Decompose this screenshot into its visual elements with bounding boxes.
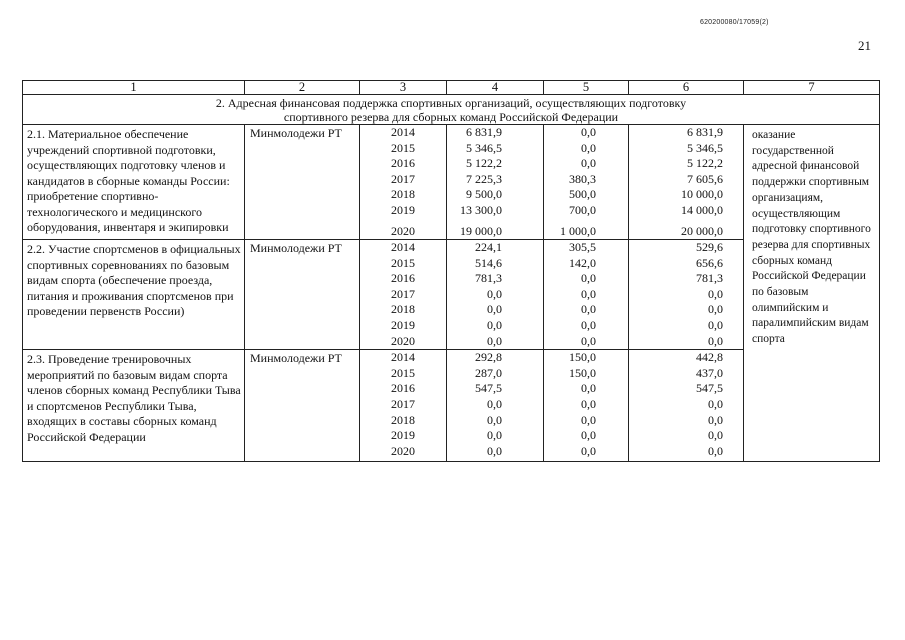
measure-description: 2.3. Проведение тренировочных мероприятий по базовым видам спорта членов сборных команд Республики Тыва и спортсменов Республики Тыва, входящих в составы сборных команд Российской Федерации — [23, 350, 245, 462]
section-title — [23, 95, 880, 125]
financing-table — [22, 80, 880, 462]
section-title-line: 2. Адресная финансовая поддержка спортивных организаций, осуществляющих подготовку — [215, 96, 687, 110]
measure-description: 2.1. Материальное обеспечение учреждений спортивной подготовки, осуществляющих подготовку членов и кандидатов в сборные команды России: приобретение спортивно-технологического и медицинского оборудования, инвентаря и экипировки — [23, 125, 245, 240]
header-cell: 4 — [447, 81, 544, 95]
amount-col4: 292,8 287,0 547,5 0,0 0,0 0,0 0,0 — [447, 350, 544, 462]
amount-col4: 6 831,9 5 346,5 5 122,2 7 225,3 9 500,0 13 300,0 19 000,0 — [447, 125, 544, 240]
executor-cell: Минмолодежи РТ — [245, 125, 360, 240]
header-row — [23, 81, 880, 95]
header-cell: 3 — [360, 81, 447, 95]
header-cell: 1 — [23, 81, 245, 95]
table-row — [23, 125, 880, 240]
page-number: 21 — [858, 38, 871, 53]
years-cell: 2014 2015 2016 2017 2018 2019 2020 — [360, 240, 447, 350]
measure-description: 2.2. Участие спортсменов в официальных спортивных соревнованиях по базовым видам спорта (обеспечение проезда, питания и проживания спортсменов при проведении первенств России) — [23, 240, 245, 350]
result-note: оказание государственной адресной финансовой поддержки спортивным организациям, осуществляющим подготовку спортивного резерва для спортивных сборных команд Российской Федерации по базовым олимпийским и паралимпийским видам спорта — [744, 125, 880, 462]
section-row — [23, 95, 880, 125]
executor-cell: Минмолодежи РТ — [245, 240, 360, 350]
section-title-line: спортивного резерва для сборных команд Российской Федерации — [283, 110, 619, 124]
years-cell: 2014 2015 2016 2017 2018 2019 2020 — [360, 350, 447, 462]
header-cell: 6 — [629, 81, 744, 95]
amount-col5: 150,0 150,0 0,0 0,0 0,0 0,0 0,0 — [544, 350, 629, 462]
amount-col6: 529,6 656,6 781,3 0,0 0,0 0,0 0,0 — [629, 240, 744, 350]
document-code: 620200080/17059(2) — [700, 19, 769, 26]
amount-col6: 6 831,9 5 346,5 5 122,2 7 605,6 10 000,0 14 000,0 20 000,0 — [629, 125, 744, 240]
amount-col4: 224,1 514,6 781,3 0,0 0,0 0,0 0,0 — [447, 240, 544, 350]
amount-col5: 305,5 142,0 0,0 0,0 0,0 0,0 0,0 — [544, 240, 629, 350]
header-cell: 5 — [544, 81, 629, 95]
years-cell: 2014 2015 2016 2017 2018 2019 2020 — [360, 125, 447, 240]
executor-cell: Минмолодежи РТ — [245, 350, 360, 462]
header-cell: 2 — [245, 81, 360, 95]
amount-col6: 442,8 437,0 547,5 0,0 0,0 0,0 0,0 — [629, 350, 744, 462]
amount-col5: 0,0 0,0 0,0 380,3 500,0 700,0 1 000,0 — [544, 125, 629, 240]
header-cell: 7 — [744, 81, 880, 95]
